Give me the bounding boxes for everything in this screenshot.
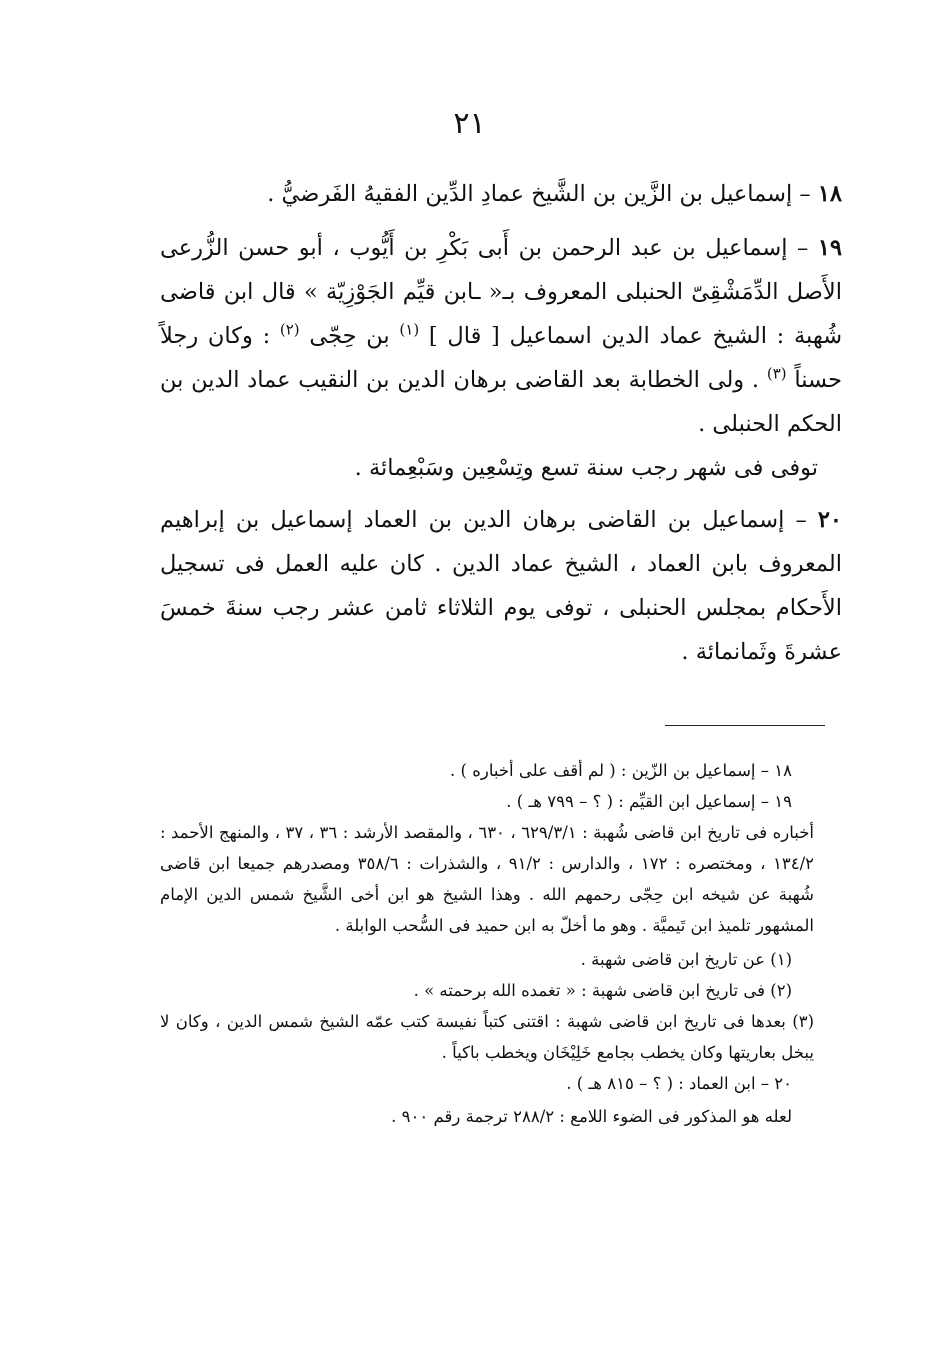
entry-19-death: توفى فى شهر رجب سنة تسع وتِسْعِين وسَبْعِمائة . [354, 455, 818, 481]
footnote-20-body: لعله هو المذكور فى الضوء اللامع : ٢٨٨/٢ ترجمة رقم ٩٠٠ . [391, 1107, 792, 1126]
entry-text: – إسماعيل بن القاضى برهان الدين بن العماد إسماعيل بن إبراهيم المعروف بابن العماد ، الشيخ عماد الدين . كان عليه العمل فى تسجيل الأَحكام بمجلس الحنبلى ، توفى يوم الثلاثاء ثامن عشر رجب سنةَ خمسَ عشرةَ وثَمانمائة . [160, 507, 842, 665]
footnote-note-1: (١) عن تاريخ ابن قاضى شهبة . [580, 950, 792, 969]
entry-number: ٢٠ [817, 507, 843, 533]
entry-text: – إسماعيل بن الزَّين بن الشَّيخ عمادِ الدِّين الفقيهُ الفَرضيُّ . [267, 181, 811, 207]
footnote-ref: (١) [399, 320, 420, 339]
main-text [160, 172, 842, 674]
footnote-ref: (٣) [766, 364, 787, 383]
entry-text: بن حِجّى [309, 323, 390, 349]
footnote-19-body: أخباره فى تاريخ ابن قاضى شُهبة : ٦٢٩/٣/١ ، ٦٣٠ ، والمقصد الأرشد : ٣٦ ، ٣٧ ، والمنهج الأحمد : ١٣٤/٢ ، ومختصره : ١٧٢ ، والدارس : ٩١/٢ ، والشذرات : ٣٥٨/٦ ومصدرهم جميعا ابن قاضى شُهبة عن شيخه ابن حِجّى رحمهم الله . وهذا الشيخ هو ابن أخى الشَّيخ شمس الدين الإمام المشهور تلميذ ابن تَيميَّة . وهو ما أخلّ به ابن حميد فى السُّحب الوابلة . [160, 823, 814, 935]
footnote-18: ١٨ – إسماعيل بن الزّين : ( لم أقف على أخباره ) . [450, 761, 792, 780]
footnote-19: ١٩ – إسماعيل ابن القيِّم : ( ؟ – ٧٩٩ هـ ) . [506, 792, 792, 811]
footnotes [160, 755, 842, 1132]
footnote-ref: (٢) [279, 320, 300, 339]
footnote-note-3: (٣) بعدها فى تاريخ ابن قاضى شهبة : اقتنى كتباً نفيسة كتب عمّه الشيخ شمس الدين ، وكان لا يبخل بعاريتها وكان يخطب بجامع خَلِيْخَان ويخطب باكياً . [160, 1012, 814, 1062]
entry-number: ١٨ [817, 181, 842, 207]
footnote-divider [665, 725, 825, 726]
page-number: ٢١ [453, 106, 486, 141]
entry-number: ١٩ [817, 235, 842, 261]
entry-text: : وكان رجلاً حسناً [160, 323, 843, 393]
footnote-note-2: (٢) فى تاريخ ابن قاضى شهبة : « تغمده الله برحمته » . [413, 981, 792, 1000]
entry-20 [160, 498, 842, 674]
footnote-20: ٢٠ – ابن العماد : ( ؟ – ٨١٥ هـ ) . [566, 1074, 792, 1093]
entry-19 [160, 226, 842, 446]
entry-text: – إسماعيل بن عبد الرحمن بن أَبى بَكْرِ بن أَيُّوب ، أبو حسن الزُّرعى الأَصل الدِّمَشْقِىّ الحنبلى المعروف بـ« ـابن قيِّم الجَوْزِيّة » قال ابن قاضى شُهبة : الشيخ عماد الدين اسماعيل [ قال ] [160, 235, 843, 349]
entry-text: . ولى الخطابة بعد القاضى برهان الدين بن النقيب عماد الدين بن الحكم الحنبلى . [160, 367, 842, 437]
entry-18 [160, 172, 842, 216]
